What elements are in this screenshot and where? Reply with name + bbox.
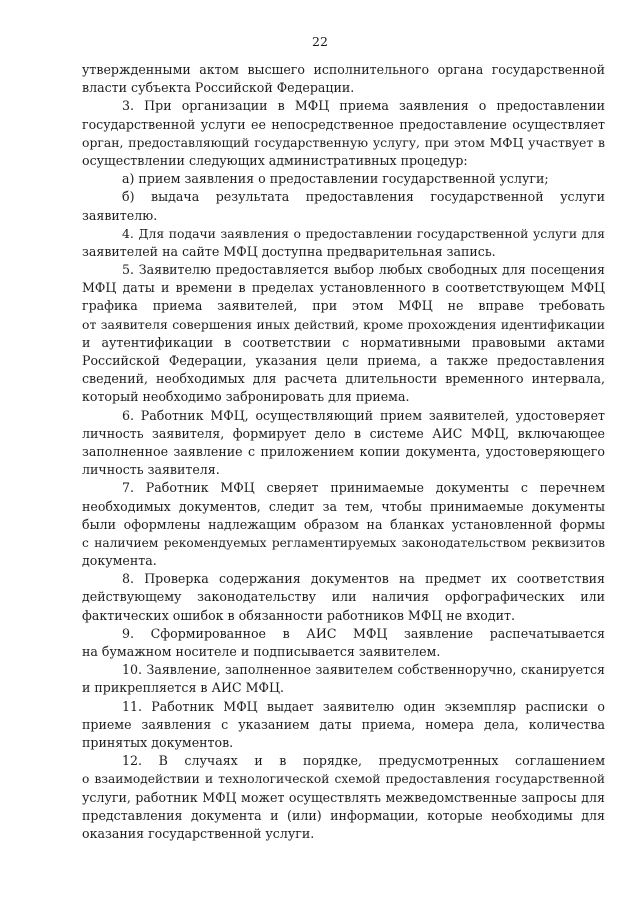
text-line: 8. Проверка содержания документов на предмет их соответствия [122, 571, 605, 587]
text-line: б) выдача результата предоставления государственной услуги [122, 189, 605, 205]
text-line: были оформлены надлежащим образом на бланках установленной формы [82, 516, 605, 532]
text-line: который необходимо забронировать для приема. [82, 389, 410, 405]
text-line: действующему законодательству или наличия орфографических или [82, 589, 605, 605]
text-line: от заявителя совершения иных действий, кроме прохождения идентификации [82, 316, 605, 332]
text-line: власти субъекта Российской Федерации. [82, 80, 355, 96]
text-line: 3. При организации в МФЦ приема заявления о предоставлении [122, 98, 605, 114]
text-line: 5. Заявителю предоставляется выбор любых свободных для посещения [122, 262, 605, 278]
text-line: заявителю. [82, 207, 158, 223]
text-line: личность заявителя, формирует дело в системе АИС МФЦ, включающее [82, 425, 605, 441]
text-line: оказания государственной услуги. [82, 825, 315, 841]
text-line: 7. Работник МФЦ сверяет принимаемые документы с перечнем [122, 480, 605, 496]
text-line: 10. Заявление, заполненное заявителем собственноручно, сканируется [122, 662, 605, 678]
text-line: фактических ошибок в обязанности работников МФЦ не входит. [82, 607, 516, 623]
text-line: о взаимодействии и технологической схемой предоставления государственной [82, 772, 605, 787]
text-line: принятых документов. [82, 734, 234, 750]
text-line: представления документа и (или) информации, которые необходимы для [82, 807, 605, 823]
text-line: и аутентификации в соответствии с нормативными правовыми актами [82, 334, 605, 350]
page-number: 22 [312, 34, 328, 49]
text-line: осуществлении следующих административных процедур: [82, 152, 468, 168]
text-line: услуги, работник МФЦ может осуществлять межведомственные запросы для [82, 789, 605, 805]
text-line: 9. Сформированное в АИС МФЦ заявление распечатывается [122, 625, 605, 641]
text-line: 11. Работник МФЦ выдает заявителю один экземпляр расписки о [122, 698, 605, 714]
document-body [82, 61, 605, 843]
text-line: и прикрепляется в АИС МФЦ. [82, 680, 284, 696]
text-line: необходимых документов, следит за тем, чтобы принимаемые документы [82, 498, 605, 514]
text-line: 6. Работник МФЦ, осуществляющий прием заявителей, удостоверяет [122, 407, 605, 423]
text-line: государственной услуги ее непосредственное предоставление осуществляет [82, 116, 605, 132]
text-line: а) прием заявления о предоставлении государственной услуги; [122, 171, 549, 187]
text-line: документа. [82, 553, 157, 569]
text-line: МФЦ даты и времени в пределах установленного в соответствующем МФЦ [82, 280, 605, 296]
text-line: сведений, необходимых для расчета длительности временного интервала, [82, 371, 605, 387]
text-line: 4. Для подачи заявления о предоставлении государственной услуги для [122, 225, 605, 241]
text-line: личность заявителя. [82, 462, 220, 478]
text-line: Российской Федерации, указания цели приема, а также предоставления [82, 353, 605, 368]
text-line: 12. В случаях и в порядке, предусмотренных соглашением [122, 753, 605, 769]
text-line: орган, предоставляющий государственную услугу, при этом МФЦ участвует в [82, 134, 605, 150]
text-line: заполненное заявление с приложением копии документа, удостоверяющего [82, 443, 605, 459]
text-line: на бумажном носителе и подписывается заявителем. [82, 644, 441, 659]
text-line: графика приема заявителей, при этом МФЦ не вправе требовать [82, 298, 605, 314]
text-line: с наличием рекомендуемых регламентируемых законодательством реквизитов [82, 535, 605, 550]
text-line: приеме заявления с указанием даты приема, номера дела, количества [82, 716, 605, 732]
text-line: заявителей на сайте МФЦ доступна предварительная запись. [82, 243, 496, 259]
text-line: утвержденными актом высшего исполнительного органа государственной [82, 62, 605, 77]
